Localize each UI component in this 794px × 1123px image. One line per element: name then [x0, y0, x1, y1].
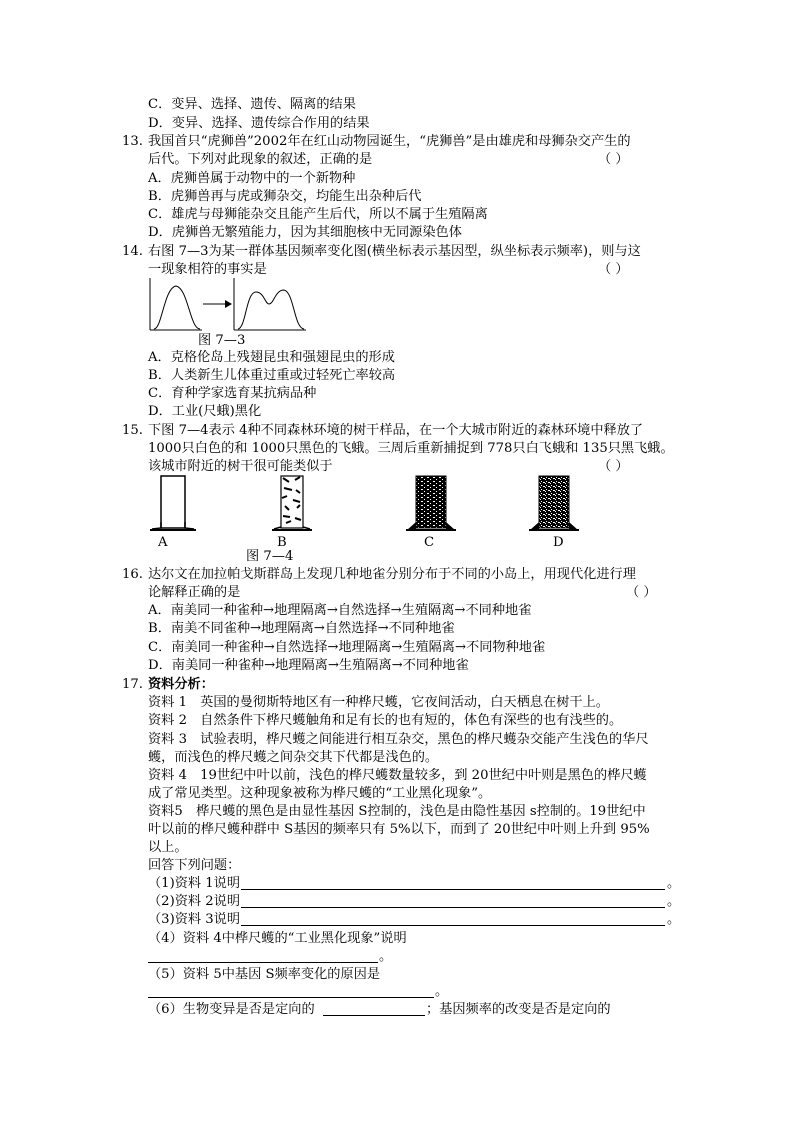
- fig73-graph-before: [150, 278, 202, 330]
- q15-stem-line3: 该城市附近的树干很可能类似于: [148, 459, 333, 474]
- material-2: 资料 2 自然条件下桦尺蠖触角和足有长的也有短的，体色有深些的也有浅些的。: [148, 713, 623, 728]
- trunk-sample-a: [150, 476, 196, 530]
- answer-blank-4[interactable]: [148, 962, 378, 963]
- sub-question-2-label: （2)资料 2说明: [148, 894, 241, 909]
- q16-option-a: A．南美同一种雀种→地理隔离→自然选择→生殖隔离→不同种地雀: [148, 603, 532, 618]
- sub-question-4-period: 。: [379, 949, 393, 964]
- q13-option-b: B．虎狮兽再与虎或狮杂交，均能生出杂种后代: [148, 189, 422, 204]
- q13-stem-line2: 后代。下列对此现象的叙述，正确的是: [148, 152, 373, 167]
- q14-option-d: D．工业(尺蛾)黑化: [148, 404, 262, 419]
- q16-stem-line1: 达尔文在加拉帕戈斯群岛上发现几种地雀分别分布于不同的小岛上，用现代化进行理: [148, 567, 636, 582]
- q16-option-c: C．南美同一种雀种→自然选择→地理隔离→生殖隔离→不同物种地雀: [148, 640, 546, 655]
- trunk-label-b: B: [277, 535, 287, 550]
- sub-question-5-label: （5）资料 5中基因 S频率变化的原因是: [148, 967, 381, 982]
- fig73-arrow: [203, 300, 232, 308]
- q13-option-d: D．虎狮兽无繁殖能力，因为其细胞核中无同源染色体: [148, 225, 462, 240]
- fig73-graph-after: [234, 278, 306, 330]
- sub-question-1-label: （1)资料 1说明: [148, 876, 241, 891]
- material-4-line1: 资料 4 19世纪中叶以前，浅色的桦尺蠖数量较多，到 20世纪中叶则是黑色的桦尺蠖: [148, 768, 647, 783]
- q12-option-c: C．变异、选择、遗传、隔离的结果: [148, 97, 356, 112]
- q13-number: 13.: [122, 134, 143, 149]
- material-5-line2: 叶以前的桦尺蠖种群中 S基因的频率只有 5%以下，而到了 20世纪中叶则上升到 95%: [148, 822, 650, 837]
- answer-prompt: 回答下列问题：: [148, 858, 241, 873]
- trunk-sample-d: [529, 476, 579, 530]
- material-4-line2: 成了常见类型。这种现象被称为桦尺蠖的“工业黑化现象”。: [148, 786, 492, 801]
- q14-option-c: C．育种学家选育某抗病品种: [148, 386, 317, 401]
- material-5-line1: 资料5 桦尺蠖的黑色是由显性基因 S控制的，浅色是由隐性基因 s控制的。19世纪中: [148, 804, 646, 819]
- q14-stem-line2: 一现象相符的事实是: [148, 262, 267, 277]
- trunk-sample-b: [272, 476, 312, 530]
- q16-stem-line2: 论解释正确的是: [148, 585, 241, 600]
- q14-stem-line1: 右图 7—3为某一群体基因频率变化图(横坐标表示基因型，纵坐标表示频率)，则与这: [148, 244, 641, 259]
- q16-option-b: B．南美不同雀种→地理隔离→自然选择→不同种地雀: [148, 621, 455, 636]
- q14-option-a: A．克格伦岛上残翅昆虫和强翅昆虫的形成: [148, 350, 395, 365]
- figure-7-3: [148, 278, 318, 334]
- sub-question-3-label: （3)资料 3说明: [148, 912, 241, 927]
- material-1: 资料 1 英国的曼彻斯特地区有一种桦尺蠖，它夜间活动，白天栖息在树干上。: [148, 695, 609, 710]
- material-3-line1: 资料 3 试验表明，桦尺蠖之间能进行相互杂交，黑色的桦尺蠖杂交能产生浅色的华尺: [148, 732, 649, 747]
- fig74-caption: 图 7—4: [246, 549, 294, 564]
- q12-option-d: D．变异、选择、遗传综合作用的结果: [148, 116, 370, 131]
- trunk-label-d: D: [553, 535, 564, 550]
- material-3-line2: 蠖，而浅色的桦尺蠖之间杂交其下代都是浅色的。: [148, 750, 439, 765]
- answer-blank-3[interactable]: [241, 925, 665, 926]
- q14-number: 14.: [122, 244, 143, 259]
- q13-answer-paren: （ ）: [598, 152, 629, 167]
- q15-stem-line2: 1000只白色的和 1000只黑色的飞蛾。三周后重新捕捉到 778只白飞蛾和 135只黑飞蛾。: [148, 441, 674, 456]
- answer-blank-1[interactable]: [241, 889, 665, 890]
- q16-number: 16.: [122, 567, 143, 582]
- trunk-label-c: C: [424, 535, 435, 550]
- answer-blank-6a[interactable]: [323, 1015, 425, 1016]
- sub-question-6-label-b: ；基因频率的改变是否是定向的: [426, 1002, 611, 1017]
- q14-option-b: B．人类新生儿体重过重或过轻死亡率较高: [148, 368, 396, 383]
- sub-question-4-label: （4）资料 4中桦尺蠖的“工业黑化现象”说明: [148, 931, 407, 946]
- sub-question-6-label-a: （6）生物变异是否是定向的: [148, 1002, 315, 1017]
- sub-question-5-period: 。: [435, 984, 449, 999]
- q13-stem-line1: 我国首只“虎狮兽”2002年在红山动物园诞生，“虎狮兽”是由雄虎和母狮杂交产生的: [148, 134, 631, 149]
- q16-option-d: D．南美同一种雀种→地理隔离→生殖隔离→不同种地雀: [148, 658, 469, 673]
- q17-number: 17.: [122, 677, 143, 692]
- trunk-label-a: A: [158, 535, 168, 550]
- sub-question-3-period: 。: [667, 912, 681, 927]
- q16-answer-paren: （ ）: [626, 585, 657, 600]
- sub-question-2-period: 。: [667, 894, 681, 909]
- q15-stem-line1: 下图 7—4表示 4种不同森林环境的树干样品，在一个大城市附近的森林环境中释放了: [148, 423, 644, 438]
- q15-number: 15.: [122, 423, 143, 438]
- q17-title: 资料分析：: [148, 677, 214, 692]
- q13-option-a: A．虎狮兽属于动物中的一个新物种: [148, 171, 356, 186]
- figure-7-4: [150, 472, 590, 534]
- answer-blank-5[interactable]: [148, 997, 434, 998]
- q14-answer-paren: （ ）: [598, 262, 629, 277]
- material-5-line3: 以上。: [148, 840, 188, 855]
- q13-option-c: C．雄虎与母狮能杂交且能产生后代，所以不属于生殖隔离: [148, 207, 488, 222]
- sub-question-1-period: 。: [667, 876, 681, 891]
- trunk-sample-c: [406, 476, 456, 530]
- answer-blank-2[interactable]: [241, 907, 665, 908]
- q15-answer-paren: （ ）: [598, 459, 629, 474]
- fig73-caption: 图 7—3: [198, 333, 246, 348]
